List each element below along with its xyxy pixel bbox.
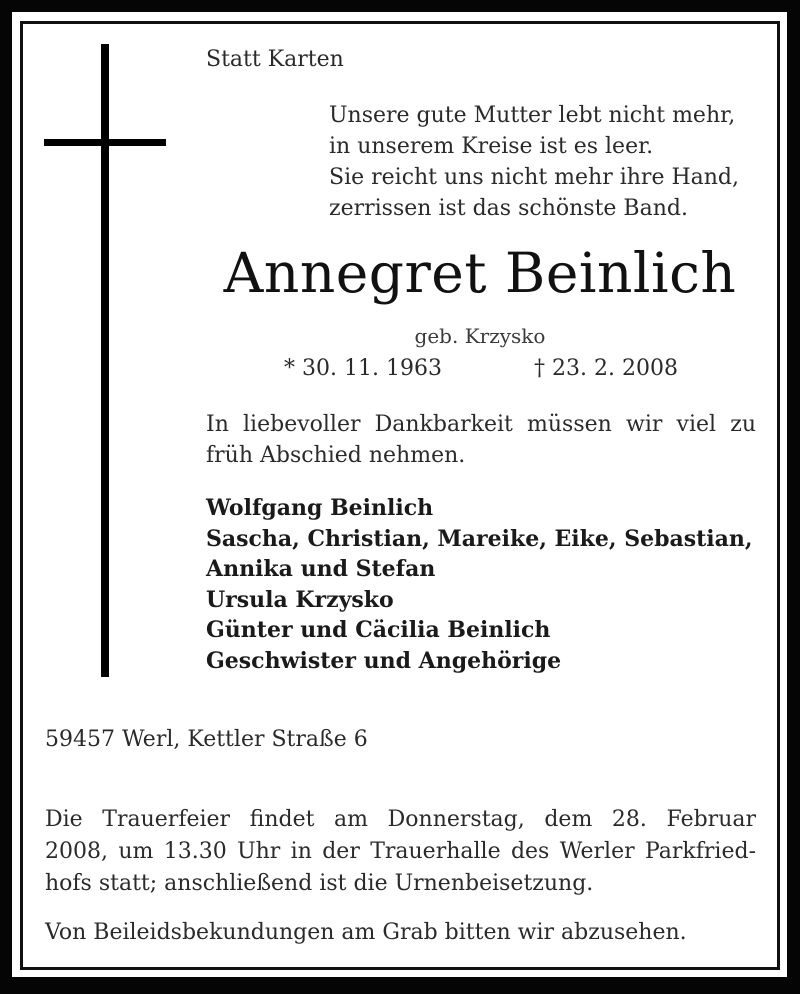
- condolence-note: Von Beileidsbekundungen am Grab bitten wir abzusehen.: [45, 920, 687, 945]
- birth-date: * 30. 11. 1963: [284, 356, 442, 381]
- poem: [329, 100, 739, 224]
- poem-line: Unsere gute Mutter lebt nicht mehr,: [329, 103, 736, 128]
- mourner-entry: Günter und Cäcilia Beinlich: [206, 617, 551, 643]
- address: 59457 Werl, Kettler Straße 6: [45, 727, 368, 752]
- mourners-list: [206, 493, 753, 676]
- poem-line: zerrissen ist das schönste Band.: [329, 196, 688, 221]
- ceremony-line: hofs statt; anschließend ist die Urnenbeisetzung.: [45, 871, 594, 896]
- ceremony-line: Die Trauerfeier findet am Donnerstag, dem 28. Februar: [45, 807, 756, 832]
- death-date: † 23. 2. 2008: [534, 356, 678, 381]
- mourner-entry: Ursula Krzysko: [206, 586, 394, 613]
- mourner-entry: Geschwister und Angehörige: [206, 647, 562, 674]
- mourner-entry: Wolfgang Beinlich: [206, 495, 434, 521]
- mourner-entry: Sascha, Christian, Mareike, Eike, Sebastian,: [206, 525, 753, 552]
- cross-icon-horizontal-beam: [44, 139, 166, 146]
- deceased-name: Annegret Beinlich: [223, 241, 737, 305]
- header-statt-karten: Statt Karten: [206, 47, 344, 72]
- mourner-entry: Annika und Stefan: [206, 556, 436, 582]
- farewell-text: In liebevoller Dankbarkeit müssen wir viel zu früh Abschied nehmen.: [206, 412, 756, 468]
- poem-line: in unserem Kreise ist es leer.: [329, 134, 654, 159]
- ceremony-info: [45, 804, 756, 900]
- ceremony-line: 2008, um 13.30 Uhr in der Trauerhalle des Werler Parkfried-: [45, 839, 756, 864]
- maiden-name: geb. Krzysko: [414, 324, 546, 348]
- poem-line: Sie reicht uns nicht mehr ihre Hand,: [329, 165, 740, 190]
